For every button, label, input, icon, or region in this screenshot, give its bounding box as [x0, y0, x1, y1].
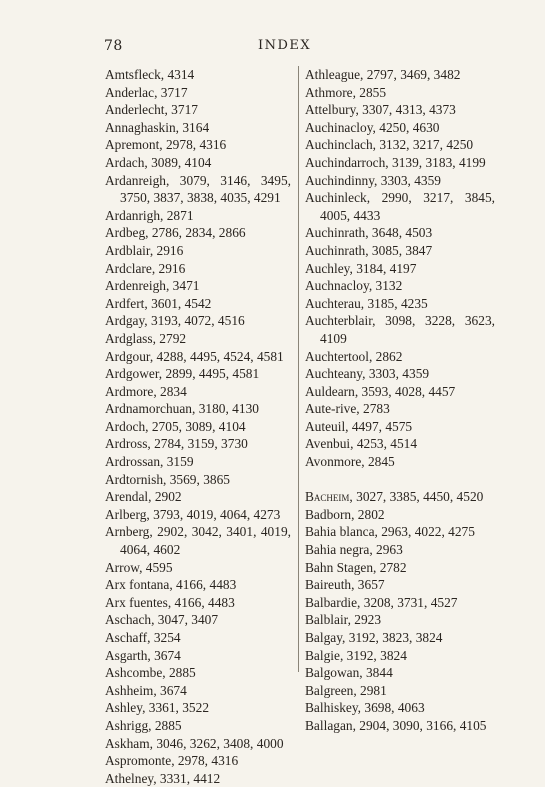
index-entry: Arx fontana, 4166, 4483: [105, 577, 237, 593]
index-entry: Aschaff, 3254: [105, 630, 181, 645]
section-b-first-word: Bacheim,: [305, 489, 353, 505]
index-entry: Ardnamorchuan, 3180, 4130: [105, 401, 259, 417]
index-entry: Ardach, 3089, 4104: [105, 154, 212, 170]
index-entry: Auchtertool, 2862: [305, 348, 403, 364]
index-entry: Ardclare, 2916: [105, 260, 186, 276]
index-entry: Aute-rive, 2783: [305, 401, 390, 417]
index-entry: Amtsfleck, 4314: [105, 67, 195, 82]
index-entry: Annaghaskin, 3164: [105, 119, 210, 135]
index-entry: Ashheim, 3674: [105, 682, 187, 698]
index-entry: Ardfert, 3601, 4542: [105, 295, 212, 311]
index-entry: Ashcombe, 2885: [105, 665, 196, 681]
index-entry: Arlberg, 3793, 4019, 4064, 4273: [105, 506, 281, 522]
index-entry: Ardoch, 2705, 3089, 4104: [105, 418, 246, 434]
index-entry: Auchley, 3184, 4197: [305, 260, 417, 276]
index-entry: Arnberg, 2902, 3042, 3401, 4019, 4064, 4602: [105, 524, 291, 558]
index-entry: Auteuil, 4497, 4575: [305, 418, 413, 434]
index-entry: Ardgower, 2899, 4495, 4581: [105, 366, 260, 382]
index-entry: Ardross, 2784, 3159, 3730: [105, 436, 248, 452]
page-header: [0, 38, 545, 58]
index-entry: Auchinacloy, 4250, 4630: [305, 119, 440, 135]
index-entry: Asgarth, 3674: [105, 647, 181, 663]
index-entry: Ardglass, 2792: [105, 330, 187, 346]
page-number: 78: [104, 38, 123, 54]
index-entry: Anderlecht, 3717: [105, 102, 198, 118]
index-entry: Arx fuentes, 4166, 4483: [105, 594, 235, 610]
index-entry: Balblair, 2923: [305, 612, 382, 628]
index-entry: Anderlac, 3717: [105, 84, 188, 100]
index-entry: Ardenreigh, 3471: [105, 278, 200, 294]
index-entry: Balgowan, 3844: [305, 665, 393, 681]
index-column-right: [305, 66, 495, 735]
index-entry: Ashley, 3361, 3522: [105, 700, 210, 716]
index-entry: Attelbury, 3307, 4313, 4373: [305, 102, 456, 118]
index-entry: Balgay, 3192, 3823, 3824: [305, 630, 443, 645]
index-entry: Badborn, 2802: [305, 506, 385, 522]
index-entry: Ardanrigh, 2871: [105, 207, 194, 223]
index-entry: Balhiskey, 3698, 4063: [305, 700, 425, 716]
index-entry: Ashrigg, 2885: [105, 717, 182, 733]
index-entry: Athleague, 2797, 3469, 3482: [305, 67, 461, 82]
index-entry: Avonmore, 2845: [305, 454, 395, 470]
index-entry: Arrow, 4595: [105, 559, 173, 575]
index-entry: Auchterau, 3185, 4235: [305, 295, 428, 311]
index-entry: Aschach, 3047, 3407: [105, 612, 219, 628]
section-b-first-rest: 3027, 3385, 4450, 4520: [352, 489, 484, 505]
index-entry: Athelney, 3331, 4412: [105, 770, 221, 786]
index-entry: Auchteany, 3303, 4359: [305, 366, 430, 382]
index-entry: Bahia blanca, 2963, 4022, 4275: [305, 524, 475, 540]
index-entry: Ardanreigh, 3079, 3146, 3495, 3750, 3837, 3838, 4035, 4291: [105, 172, 291, 206]
index-entry: Balgie, 3192, 3824: [305, 647, 407, 663]
index-column-left: [105, 66, 291, 787]
index-entry: Auchindarroch, 3139, 3183, 4199: [305, 154, 486, 170]
index-entry: Baireuth, 3657: [305, 577, 385, 593]
index-entry-section-b-first: [305, 488, 495, 506]
index-entry: Bahia negra, 2963: [305, 542, 403, 558]
index-entry: Athmore, 2855: [305, 84, 387, 100]
column-divider: [298, 66, 299, 672]
index-entry: Ardtornish, 3569, 3865: [105, 471, 230, 487]
index-entry: Auchinrath, 3648, 4503: [305, 225, 433, 241]
index-entry: Ardrossan, 3159: [105, 454, 194, 470]
index-entry: Ballagan, 2904, 3090, 3166, 4105: [305, 717, 487, 733]
index-entry: Aspromonte, 2978, 4316: [105, 753, 239, 769]
index-entry: Auldearn, 3593, 4028, 4457: [305, 383, 456, 399]
index-entry: Apremont, 2978, 4316: [105, 137, 227, 153]
index-entry: Auchinrath, 3085, 3847: [305, 242, 433, 258]
index-entry: Auchinclach, 3132, 3217, 4250: [305, 137, 474, 153]
index-entry: Auchinleck, 2990, 3217, 3845, 4005, 4433: [305, 190, 495, 223]
index-entry: Ardbeg, 2786, 2834, 2866: [105, 225, 246, 241]
index-entry: Ardmore, 2834: [105, 383, 187, 399]
index-entry: Ardgour, 4288, 4495, 4524, 4581: [105, 348, 284, 364]
index-entry: Balbardie, 3208, 3731, 4527: [305, 594, 458, 610]
index-entry: Auchindinny, 3303, 4359: [305, 172, 442, 188]
index-entry: Bahn Stagen, 2782: [305, 559, 407, 575]
index-entry: Auchnacloy, 3132: [305, 278, 403, 294]
index-entry: Ardgay, 3193, 4072, 4516: [105, 313, 245, 329]
index-entry: Askham, 3046, 3262, 3408, 4000: [105, 735, 284, 751]
index-entry: Balgreen, 2981: [305, 682, 387, 698]
index-entry: Arendal, 2902: [105, 489, 182, 505]
index-entry: Ardblair, 2916: [105, 242, 184, 258]
running-title: INDEX: [258, 38, 312, 53]
index-entry: Avenbui, 4253, 4514: [305, 436, 418, 452]
index-entry: Auchterblair, 3098, 3228, 3623, 4109: [305, 313, 495, 346]
